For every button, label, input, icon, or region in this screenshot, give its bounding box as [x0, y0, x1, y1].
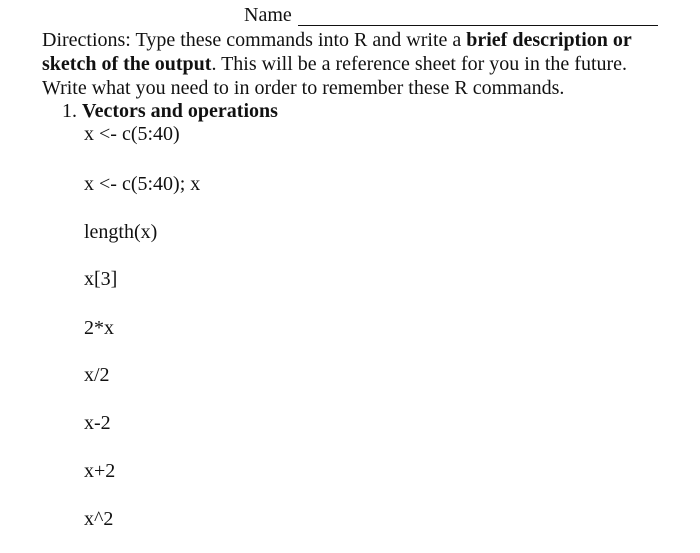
- directions-bold-text: brief description or: [466, 29, 632, 51]
- section-number: 1.: [62, 100, 77, 122]
- r-command: x+2: [84, 460, 116, 482]
- name-label: Name: [244, 4, 292, 26]
- r-command: x[3]: [84, 268, 118, 290]
- section-heading: [62, 99, 278, 123]
- r-command: x <- c(5:40); x: [84, 173, 201, 195]
- r-command: length(x): [84, 221, 158, 243]
- section-title: Vectors and operations: [82, 100, 278, 122]
- r-command: x-2: [84, 412, 111, 434]
- directions-paragraph: [42, 28, 682, 100]
- directions-bold-text: sketch of the output: [42, 53, 212, 75]
- name-blank-line[interactable]: [298, 7, 658, 26]
- directions-text: Directions: Type these commands into R and write a: [42, 29, 467, 51]
- r-command: x^2: [84, 508, 114, 530]
- directions-line-1: [42, 28, 682, 52]
- directions-text: . This will be a reference sheet for you in the future.: [211, 53, 628, 75]
- r-command: x <- c(5:40): [84, 123, 180, 145]
- name-row: [244, 4, 658, 26]
- directions-line-3: Write what you need to in order to remember these R commands.: [42, 77, 565, 99]
- r-command: x/2: [84, 364, 110, 386]
- r-command: 2*x: [84, 317, 114, 339]
- directions-line-2: [42, 52, 682, 76]
